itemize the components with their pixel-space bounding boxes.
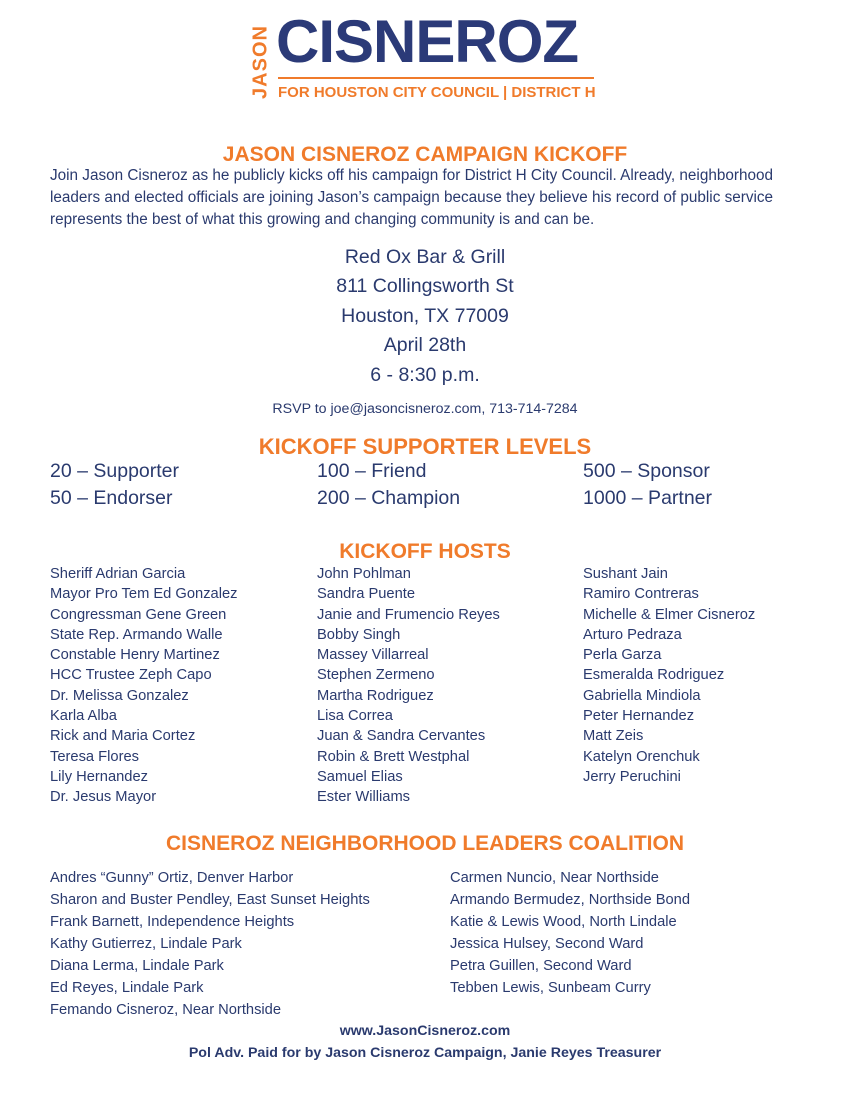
event-time: 6 - 8:30 p.m. [370,363,480,386]
host-name: Samuel Elias [317,768,403,785]
host-name: Rick and Maria Cortez [50,728,196,745]
hosts-title: KICKOFF HOSTS [339,540,511,563]
logo-last-name: CISNEROZ [276,8,579,75]
level-item: 50 – Endorser [50,487,173,509]
coalition-member: Ed Reyes, Lindale Park [50,980,204,996]
level-item: 200 – Champion [317,487,461,509]
logo-tagline: FOR HOUSTON CITY COUNCIL | DISTRICT H [278,84,596,101]
website-link[interactable]: www.JasonCisneroz.com [339,1023,511,1039]
host-name: Stephen Zermeno [317,667,435,684]
host-name: Perla Garza [583,647,662,664]
coalition-member: Diana Lerma, Lindale Park [50,958,224,974]
host-name: Michelle & Elmer Cisneroz [583,606,756,623]
event-venue: Red Ox Bar & Grill [344,246,506,268]
event-street: 811 Collingsworth St [336,275,514,298]
host-name: Esmeralda Rodriguez [583,667,725,684]
event-date: April 28th [383,334,467,357]
levels-column-3 [583,458,843,512]
level-item: 100 – Friend [317,460,427,482]
host-name: Martha Rodriguez [317,687,434,704]
host-name: Congressman Gene Green [50,606,227,623]
coalition-member: Armando Bermudez, Northside Bond [450,892,691,908]
hosts-column-3 [583,564,845,787]
host-name: Sandra Puente [317,586,415,603]
host-name: Jerry Peruchini [583,768,681,785]
host-name: Ramiro Contreras [583,586,699,603]
host-name: John Pohlman [317,566,411,582]
coalition-member: Sharon and Buster Pendley, East Sunset Heights [50,892,370,908]
event-city: Houston, TX 77009 [341,304,509,327]
coalition-column-1 [50,867,440,1021]
coalition-member: Carmen Nuncio, Near Northside [450,870,659,886]
campaign-logo [248,8,604,106]
paid-for-disclaimer: Pol Adv. Paid for by Jason Cisneroz Campaign, Janie Reyes Treasurer [188,1045,662,1061]
coalition-title: CISNEROZ NEIGHBORHOOD LEADERS COALITION [165,832,685,855]
levels-column-1 [50,458,310,512]
coalition-member: Jessica Hulsey, Second Ward [450,936,644,952]
rsvp-line: RSVP to joe@jasoncisneroz.com, 713-714-7284 [272,401,578,417]
host-name: Dr. Melissa Gonzalez [50,687,189,704]
host-name: Teresa Flores [50,748,139,765]
host-name: Sheriff Adrian Garcia [50,566,186,582]
logo-divider [278,77,594,79]
host-name: Lily Hernandez [50,768,148,785]
host-name: Constable Henry Martinez [50,647,220,664]
coalition-member: Kathy Gutierrez, Lindale Park [50,936,242,952]
host-name: Janie and Frumencio Reyes [317,606,500,623]
coalition-member: Femando Cisneroz, Near Northside [50,1002,282,1018]
kickoff-title: JASON CISNEROZ CAMPAIGN KICKOFF [222,143,628,166]
host-name: Bobby Singh [317,626,401,643]
levels-column-2 [317,458,577,512]
coalition-member: Andres “Gunny” Ortiz, Denver Harbor [50,870,294,886]
host-name: Massey Villarreal [317,647,429,664]
level-item: 500 – Sponsor [583,460,710,482]
host-name: Gabriella Mindiola [583,687,701,704]
coalition-member: Tebben Lewis, Sunbeam Curry [450,980,651,996]
host-name: Dr. Jesus Mayor [50,789,157,806]
host-name: HCC Trustee Zeph Capo [50,667,212,684]
host-name: Matt Zeis [583,728,644,745]
host-name: Karla Alba [50,708,117,725]
level-item: 1000 – Partner [583,487,713,509]
levels-title: KICKOFF SUPPORTER LEVELS [258,434,592,459]
host-name: State Rep. Armando Walle [50,626,223,643]
host-name: Robin & Brett Westphal [317,748,470,765]
host-name: Lisa Correa [317,708,393,725]
event-details [0,243,850,390]
host-name: Mayor Pro Tem Ed Gonzalez [50,586,238,603]
host-name: Arturo Pedraza [583,626,682,643]
coalition-member: Petra Guillen, Second Ward [450,958,632,974]
host-name: Katelyn Orenchuk [583,748,700,765]
host-name: Sushant Jain [583,566,668,582]
host-name: Juan & Sandra Cervantes [317,728,486,745]
coalition-member: Katie & Lewis Wood, North Lindale [450,914,677,930]
host-name: Peter Hernandez [583,708,695,725]
hosts-column-2 [317,564,579,808]
coalition-column-2 [450,867,840,999]
intro-paragraph: Join Jason Cisneroz as he publicly kicks off his campaign for District H City Council. Already, neighborhood leaders and elected officials are joining Jason’s campaign because they believe his record of public service represents the best of what this growing and changing community is and can be. [50,167,774,228]
logo-first-name: JASON [249,25,272,99]
hosts-column-1 [50,564,312,808]
host-name: Ester Williams [317,789,411,806]
level-item: 20 – Supporter [50,460,180,482]
coalition-member: Frank Barnett, Independence Heights [50,914,295,930]
